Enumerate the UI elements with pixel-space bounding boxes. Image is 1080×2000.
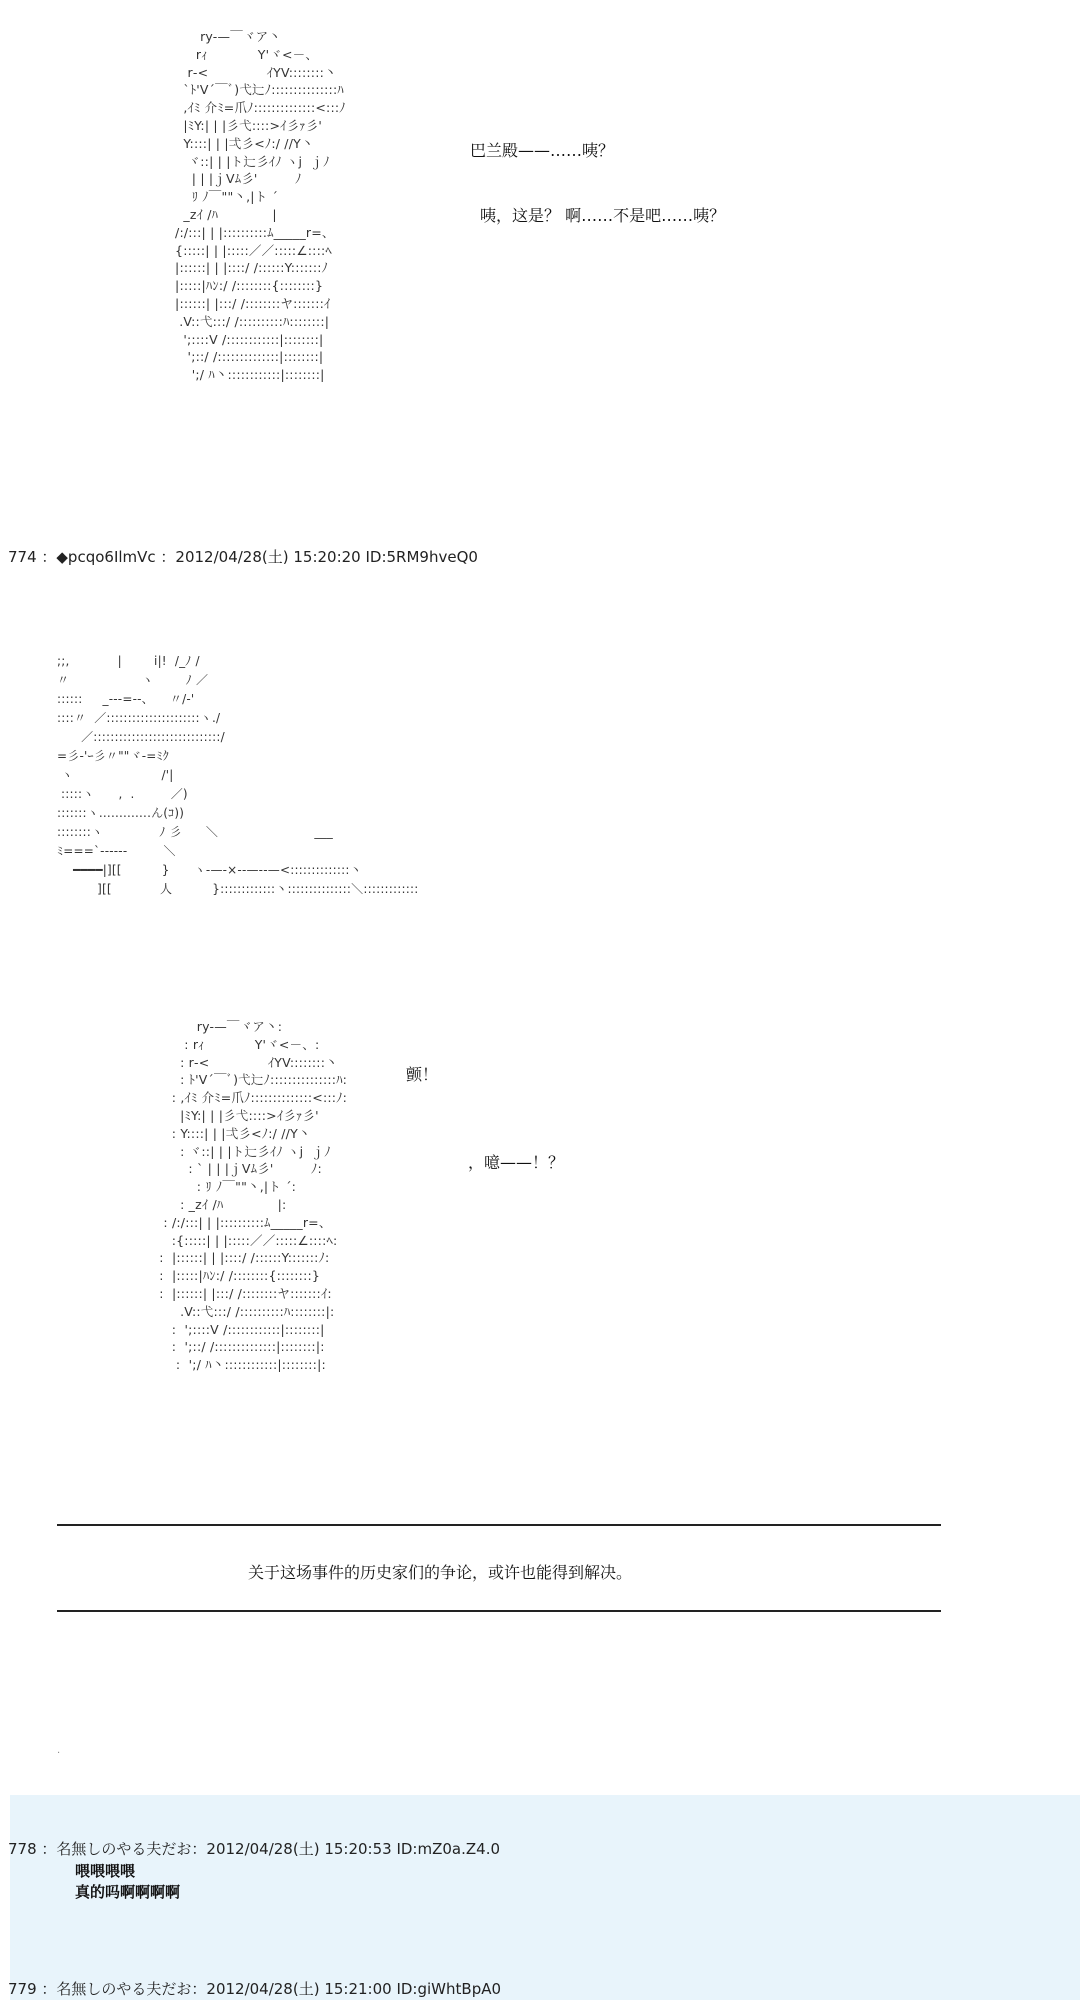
post-778-body-line-2: 真的吗啊啊啊啊 bbox=[75, 1883, 181, 1901]
dialogue-line-4: ，噫——！？ bbox=[468, 1153, 565, 1172]
dialogue-line-3: 颤！ bbox=[406, 1065, 439, 1084]
dialogue-line-1: 巴兰殿——……咦？ bbox=[470, 141, 615, 160]
ascii-art-figure-3: ry-—￣ヾア丶: : rｨ Y'ヾ<－、: : r‐< ｲYV::::::::丶 : ﾄ'V´￣ﾞ)弋辷ﾉ:::::::::::::::ﾊ: : ,ｲﾐ 介ﾐ=爪ﾉ::::::::::::::<:::ﾉ: |ﾐY:| | |彡弋::::>ｲ彡ｧ彡' : Y::::| | |弌彡<ﾉ:/ //Y丶 : ヾ::| | |ト辷彡ｲﾉ ヽj ｊﾉ : ` | | |ｊVﾑ彡' ﾉ: : ﾘ ﾉ￣""丶,|ト ´: : _zｲ /ﾊ |: : /:/:::| | |::::::::::ﾑ_____r=、 :{:::::| | |:::::／／:::::∠::::ﾍ: : |::::::| | |::::/ /::::::Y:::::::ﾉ: : |:::::|ﾊﾝ:/ /::::::::{::::::::} : |::::::| |:::/ /::::::::ヤ:::::::ｲ: .V::弋:::/ /::::::::::ﾊ::::::::|: : ';::::V /::::::::::::|::::::::| : ';::/ /::::::::::::::|::::::::|: : ';/ ﾊ丶::::::::::::|::::::::|: bbox=[159, 1019, 348, 1373]
post-header-779: 779 ：名無しのやる夫だお：2012/04/28(土) 15:21:00 ID:giWhtBpA0 bbox=[8, 1980, 502, 1998]
stray-dot: . bbox=[57, 1745, 61, 1756]
narration-text: 关于这场事件的历史家们的争论，或许也能得到解决。 bbox=[248, 1563, 633, 1582]
dialogue-line-2: 咦，这是？ 啊……不是吧……咦？ bbox=[480, 206, 726, 225]
ascii-art-figure-2: ;;, | i|! /_ﾉ / 〃 ヽ ﾉ ／ :::::: _---=--、 〃/‐' ::::〃 ／::::::::::::::::::::::ヽ./ ／::::::::::::::::::::::::::::::/ =彡‐'ｰ彡〃""ヾ‐=ﾐｸ ヽ /'| :::::ヽ , . ／) :::::::ヽ.............ん(ｺ)) ::::::::ヽ ﾉ 彡 ＼ ___ ﾐ===`‐‐‐‐‐‐ ＼ ━━━━|][[ } ヽ‐—‐×‐‐—‐‐—<::::::::::::::丶 ][[ 人 }:::::::::::::丶:::::::::::::::＼::::::::::::: bbox=[57, 654, 419, 896]
post-778-body-line-1: 喂喂喂喂 bbox=[75, 1862, 136, 1880]
horizontal-rule-top bbox=[57, 1524, 941, 1526]
post-header-778: 778 ：名無しのやる夫だお：2012/04/28(土) 15:20:53 ID:mZ0a.Z4.0 bbox=[8, 1840, 501, 1858]
post-header-774: 774 ：◆pcqo6IlmVc ：2012/04/28(土) 15:20:20 ID:5RM9hveQ0 bbox=[8, 548, 478, 566]
ascii-art-figure-1: ry-—￣ヾア丶 rｨ Y'ヾ<－、 r‐< ｲYV::::::::丶 `ﾄ'V´￣ﾞ)弋辷ﾉ:::::::::::::::ﾊ ,ｲﾐ 介ﾐ=爪ﾉ::::::::::::::<:::ﾉ |ﾐY:| | |彡弋::::>ｲ彡ｧ彡' Y::::| | |弌彡<ﾉ:/ //Y丶 ヾ::| | |ト辷彡ｲﾉ ヽj ｊﾉ | | |ｊVﾑ彡' ﾉ ﾘ ﾉ￣""丶,|ト ´ _zｲ /ﾊ | /:/:::| | |::::::::::ﾑ_____r=、 {:::::| | |:::::／／:::::∠::::ﾍ |::::::| | |::::/ /::::::Y:::::::ﾉ |:::::|ﾊﾝ:/ /::::::::{::::::::} |::::::| |:::/ /::::::::ヤ:::::::ｲ .V::弋:::/ /::::::::::ﾊ::::::::| ';::::V /::::::::::::|::::::::| ';::/ /::::::::::::::|::::::::| ';/ ﾊ丶::::::::::::|::::::::| bbox=[175, 29, 346, 383]
horizontal-rule-bottom bbox=[57, 1610, 941, 1612]
